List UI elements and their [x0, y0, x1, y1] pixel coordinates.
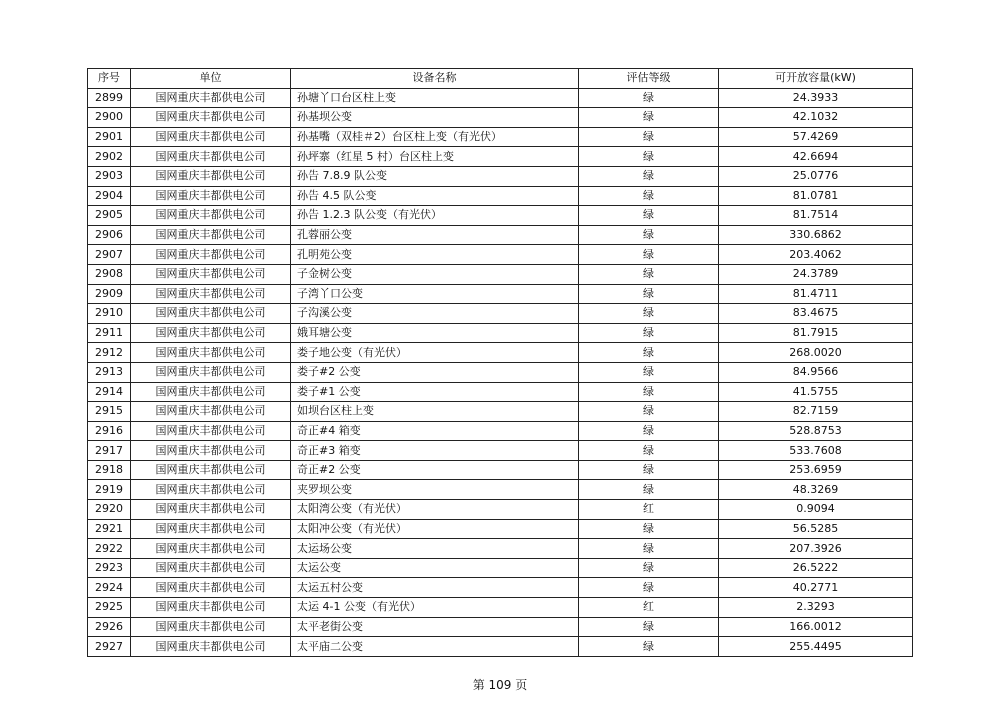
row-unit: 国网重庆丰都供电公司: [131, 421, 291, 441]
row-serial-no: 2909: [88, 284, 131, 304]
table-row: [88, 127, 913, 147]
row-device-name: 娄子#2 公变: [291, 362, 579, 382]
row-device-name: 奇正#3 箱变: [291, 441, 579, 461]
row-unit: 国网重庆丰都供电公司: [131, 382, 291, 402]
row-grade: 绿: [579, 480, 719, 500]
row-unit: 国网重庆丰都供电公司: [131, 127, 291, 147]
row-capacity: 330.6862: [719, 225, 913, 245]
header-unit: 单位: [131, 69, 291, 89]
row-serial-no: 2927: [88, 637, 131, 657]
row-grade: 绿: [579, 264, 719, 284]
row-unit: 国网重庆丰都供电公司: [131, 441, 291, 461]
row-unit: 国网重庆丰都供电公司: [131, 343, 291, 363]
row-serial-no: 2905: [88, 206, 131, 226]
table-row: [88, 206, 913, 226]
row-serial-no: 2925: [88, 598, 131, 618]
row-device-name: 夹罗坝公变: [291, 480, 579, 500]
table-row: [88, 147, 913, 167]
table-body: [88, 88, 913, 656]
row-grade: 绿: [579, 147, 719, 167]
row-capacity: 268.0020: [719, 343, 913, 363]
row-serial-no: 2915: [88, 402, 131, 422]
table-row: [88, 362, 913, 382]
row-grade: 绿: [579, 519, 719, 539]
row-capacity: 255.4495: [719, 637, 913, 657]
table-row: [88, 460, 913, 480]
row-capacity: 81.4711: [719, 284, 913, 304]
row-device-name: 孔明苑公变: [291, 245, 579, 265]
row-grade: 红: [579, 598, 719, 618]
row-grade: 绿: [579, 108, 719, 128]
table-row: [88, 343, 913, 363]
table-row: [88, 225, 913, 245]
table-row: [88, 598, 913, 618]
row-capacity: 42.1032: [719, 108, 913, 128]
row-grade: 绿: [579, 578, 719, 598]
row-capacity: 166.0012: [719, 617, 913, 637]
row-device-name: 子沟溪公变: [291, 304, 579, 324]
row-grade: 绿: [579, 441, 719, 461]
row-capacity: 25.0776: [719, 166, 913, 186]
table-row: [88, 304, 913, 324]
row-grade: 绿: [579, 617, 719, 637]
row-serial-no: 2900: [88, 108, 131, 128]
table-row: [88, 500, 913, 520]
row-grade: 绿: [579, 637, 719, 657]
row-serial-no: 2924: [88, 578, 131, 598]
row-unit: 国网重庆丰都供电公司: [131, 637, 291, 657]
table-row: [88, 402, 913, 422]
row-grade: 绿: [579, 284, 719, 304]
row-unit: 国网重庆丰都供电公司: [131, 186, 291, 206]
table-row: [88, 637, 913, 657]
row-capacity: 24.3789: [719, 264, 913, 284]
row-unit: 国网重庆丰都供电公司: [131, 304, 291, 324]
row-device-name: 太运公变: [291, 558, 579, 578]
row-capacity: 83.4675: [719, 304, 913, 324]
row-unit: 国网重庆丰都供电公司: [131, 519, 291, 539]
row-serial-no: 2917: [88, 441, 131, 461]
row-device-name: 太运五村公变: [291, 578, 579, 598]
row-serial-no: 2903: [88, 166, 131, 186]
row-serial-no: 2918: [88, 460, 131, 480]
row-device-name: 孙告 7.8.9 队公变: [291, 166, 579, 186]
row-unit: 国网重庆丰都供电公司: [131, 500, 291, 520]
row-device-name: 孙基坝公变: [291, 108, 579, 128]
table-row: [88, 382, 913, 402]
row-device-name: 子湾丫口公变: [291, 284, 579, 304]
row-capacity: 48.3269: [719, 480, 913, 500]
row-device-name: 孙塘丫口台区柱上变: [291, 88, 579, 108]
row-device-name: 如坝台区柱上变: [291, 402, 579, 422]
row-capacity: 207.3926: [719, 539, 913, 559]
table-row: [88, 519, 913, 539]
row-device-name: 奇正#4 箱变: [291, 421, 579, 441]
row-unit: 国网重庆丰都供电公司: [131, 284, 291, 304]
row-grade: 绿: [579, 323, 719, 343]
row-serial-no: 2923: [88, 558, 131, 578]
row-unit: 国网重庆丰都供电公司: [131, 598, 291, 618]
table-row: [88, 421, 913, 441]
table-row: [88, 186, 913, 206]
row-device-name: 奇正#2 公变: [291, 460, 579, 480]
row-serial-no: 2906: [88, 225, 131, 245]
row-capacity: 57.4269: [719, 127, 913, 147]
row-unit: 国网重庆丰都供电公司: [131, 323, 291, 343]
row-serial-no: 2901: [88, 127, 131, 147]
row-capacity: 26.5222: [719, 558, 913, 578]
row-serial-no: 2899: [88, 88, 131, 108]
row-capacity: 0.9094: [719, 500, 913, 520]
row-grade: 绿: [579, 225, 719, 245]
row-unit: 国网重庆丰都供电公司: [131, 578, 291, 598]
row-grade: 绿: [579, 421, 719, 441]
row-unit: 国网重庆丰都供电公司: [131, 617, 291, 637]
row-device-name: 孙告 4.5 队公变: [291, 186, 579, 206]
row-capacity: 40.2771: [719, 578, 913, 598]
table-header-row: [88, 69, 913, 89]
row-device-name: 孙告 1.2.3 队公变（有光伏）: [291, 206, 579, 226]
row-unit: 国网重庆丰都供电公司: [131, 206, 291, 226]
capacity-table: [87, 68, 913, 657]
row-grade: 绿: [579, 558, 719, 578]
row-unit: 国网重庆丰都供电公司: [131, 264, 291, 284]
row-device-name: 娥耳塘公变: [291, 323, 579, 343]
row-serial-no: 2921: [88, 519, 131, 539]
row-grade: 绿: [579, 245, 719, 265]
row-unit: 国网重庆丰都供电公司: [131, 108, 291, 128]
row-serial-no: 2916: [88, 421, 131, 441]
row-serial-no: 2910: [88, 304, 131, 324]
row-capacity: 81.7915: [719, 323, 913, 343]
row-capacity: 81.7514: [719, 206, 913, 226]
row-capacity: 81.0781: [719, 186, 913, 206]
row-grade: 绿: [579, 304, 719, 324]
table-row: [88, 578, 913, 598]
row-serial-no: 2919: [88, 480, 131, 500]
row-device-name: 太平老街公变: [291, 617, 579, 637]
table-row: [88, 480, 913, 500]
row-grade: 绿: [579, 539, 719, 559]
row-grade: 绿: [579, 402, 719, 422]
table-row: [88, 558, 913, 578]
row-serial-no: 2913: [88, 362, 131, 382]
table-row: [88, 617, 913, 637]
row-serial-no: 2914: [88, 382, 131, 402]
row-grade: 绿: [579, 166, 719, 186]
row-unit: 国网重庆丰都供电公司: [131, 539, 291, 559]
row-capacity: 528.8753: [719, 421, 913, 441]
table-row: [88, 245, 913, 265]
header-device-name: 设备名称: [291, 69, 579, 89]
row-device-name: 太平庙二公变: [291, 637, 579, 657]
row-serial-no: 2907: [88, 245, 131, 265]
row-grade: 绿: [579, 206, 719, 226]
table-row: [88, 264, 913, 284]
header-capacity: 可开放容量(kW): [719, 69, 913, 89]
row-serial-no: 2926: [88, 617, 131, 637]
table-row: [88, 323, 913, 343]
row-serial-no: 2904: [88, 186, 131, 206]
header-serial-no: 序号: [88, 69, 131, 89]
row-grade: 绿: [579, 88, 719, 108]
row-capacity: 253.6959: [719, 460, 913, 480]
row-capacity: 42.6694: [719, 147, 913, 167]
row-unit: 国网重庆丰都供电公司: [131, 460, 291, 480]
page-number: 第 109 页: [472, 678, 528, 692]
row-device-name: 太运 4-1 公变（有光伏）: [291, 598, 579, 618]
row-grade: 绿: [579, 186, 719, 206]
row-capacity: 203.4062: [719, 245, 913, 265]
row-serial-no: 2922: [88, 539, 131, 559]
row-unit: 国网重庆丰都供电公司: [131, 88, 291, 108]
row-grade: 绿: [579, 127, 719, 147]
row-capacity: 41.5755: [719, 382, 913, 402]
row-serial-no: 2911: [88, 323, 131, 343]
header-grade: 评估等级: [579, 69, 719, 89]
row-capacity: 24.3933: [719, 88, 913, 108]
row-capacity: 2.3293: [719, 598, 913, 618]
row-grade: 绿: [579, 343, 719, 363]
table-row: [88, 166, 913, 186]
row-serial-no: 2912: [88, 343, 131, 363]
row-unit: 国网重庆丰都供电公司: [131, 402, 291, 422]
row-unit: 国网重庆丰都供电公司: [131, 558, 291, 578]
table-row: [88, 108, 913, 128]
row-device-name: 子金树公变: [291, 264, 579, 284]
table-row: [88, 284, 913, 304]
table-row: [88, 539, 913, 559]
table-row: [88, 88, 913, 108]
table-row: [88, 441, 913, 461]
row-unit: 国网重庆丰都供电公司: [131, 480, 291, 500]
row-device-name: 孙坪寨（红星 5 村）台区柱上变: [291, 147, 579, 167]
row-device-name: 娄子地公变（有光伏）: [291, 343, 579, 363]
row-unit: 国网重庆丰都供电公司: [131, 245, 291, 265]
row-device-name: 孔蓉丽公变: [291, 225, 579, 245]
row-serial-no: 2902: [88, 147, 131, 167]
row-grade: 绿: [579, 382, 719, 402]
row-device-name: 太运场公变: [291, 539, 579, 559]
row-device-name: 孙基嘴（双桂＃2）台区柱上变（有光伏）: [291, 127, 579, 147]
row-unit: 国网重庆丰都供电公司: [131, 225, 291, 245]
row-serial-no: 2920: [88, 500, 131, 520]
row-capacity: 56.5285: [719, 519, 913, 539]
row-device-name: 太阳冲公变（有光伏）: [291, 519, 579, 539]
row-unit: 国网重庆丰都供电公司: [131, 166, 291, 186]
row-device-name: 娄子#1 公变: [291, 382, 579, 402]
row-unit: 国网重庆丰都供电公司: [131, 147, 291, 167]
row-grade: 红: [579, 500, 719, 520]
row-device-name: 太阳湾公变（有光伏）: [291, 500, 579, 520]
row-grade: 绿: [579, 460, 719, 480]
row-capacity: 82.7159: [719, 402, 913, 422]
row-serial-no: 2908: [88, 264, 131, 284]
row-capacity: 533.7608: [719, 441, 913, 461]
row-grade: 绿: [579, 362, 719, 382]
row-unit: 国网重庆丰都供电公司: [131, 362, 291, 382]
row-capacity: 84.9566: [719, 362, 913, 382]
